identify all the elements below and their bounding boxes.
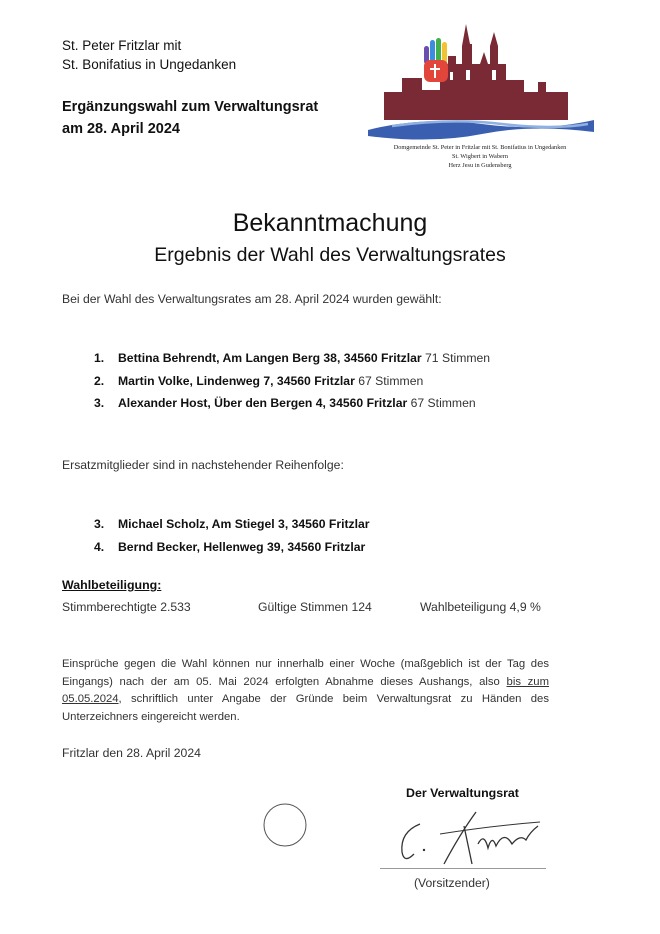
objection-deadline: bis zum 05.05.2024 xyxy=(62,675,550,705)
substitutes-intro: Ersatzmitglieder sind in nachstehender Reihenfolge: xyxy=(62,458,344,472)
parish-name-line1: St. Peter Fritzlar mit xyxy=(62,38,182,53)
cathedral-logo-icon xyxy=(362,20,598,142)
signature-title: Der Verwaltungsrat xyxy=(406,786,519,800)
substitute-item-1 xyxy=(94,515,370,533)
turnout-rate: Wahlbeteiligung 4,9 % xyxy=(420,600,541,614)
objection-text-after: , schriftlich unter Angabe der Gründe beim Verwaltungsrat zu Händen des Unterzeichners eingereicht werden. xyxy=(62,693,549,723)
elected-name: Alexander Host, Über den Bergen 4, 34560 Fritzlar xyxy=(118,396,408,410)
seal-icon xyxy=(262,802,308,848)
place-date: Fritzlar den 28. April 2024 xyxy=(62,746,201,760)
elected-item-3 xyxy=(94,394,476,412)
vote-count: 67 Stimmen xyxy=(358,374,424,388)
vote-count: 67 Stimmen xyxy=(410,396,476,410)
handwritten-signature xyxy=(380,804,550,877)
elected-item-2 xyxy=(94,372,423,390)
list-number: 1. xyxy=(94,351,105,365)
elected-name: Bettina Behrendt, Am Langen Berg 38, 34560 Fritzlar xyxy=(118,351,422,365)
substitute-name: Bernd Becker, Hellenweg 39, 34560 Fritzlar xyxy=(118,540,366,554)
substitute-item-2 xyxy=(94,538,365,556)
signature-icon xyxy=(380,804,550,872)
turnout-heading: Wahlbeteiligung: xyxy=(62,578,162,592)
election-title-line1: Ergänzungswahl zum Verwaltungsrat xyxy=(62,99,319,115)
parish-logo xyxy=(362,20,598,178)
eligible-voters: Stimmberechtigte 2.533 xyxy=(62,600,191,614)
valid-votes: Gültige Stimmen 124 xyxy=(258,600,372,614)
seal-circle xyxy=(262,802,308,853)
signatory-role: (Vorsitzender) xyxy=(414,876,490,890)
elected-item-1 xyxy=(94,349,490,367)
election-title-line2: am 28. April 2024 xyxy=(62,121,180,137)
substitute-name: Michael Scholz, Am Stiegel 3, 34560 Fritzlar xyxy=(118,517,370,531)
vote-count: 71 Stimmen xyxy=(425,351,491,365)
parish-name-line2: St. Bonifatius in Ungedanken xyxy=(62,57,237,72)
intro-text: Bei der Wahl des Verwaltungsrates am 28. April 2024 wurden gewählt: xyxy=(62,292,442,306)
list-number: 3. xyxy=(94,396,105,410)
elected-name: Martin Volke, Lindenweg 7, 34560 Fritzlar xyxy=(118,374,355,388)
logo-caption-line2: St. Wigbert in Wabern xyxy=(451,153,509,160)
announcement-subheading: Ergebnis der Wahl des Verwaltungsrates xyxy=(154,244,506,266)
objection-text-before: Einsprüche gegen die Wahl können nur innerhalb einer Woche (maßgeblich ist der Tag des Eingangs) nach der am 05. Mai 2024 erfolgten Abnahme dieses Aushangs, also xyxy=(62,658,549,688)
objection-notice xyxy=(62,656,549,726)
list-number: 3. xyxy=(94,517,105,531)
logo-caption-line1: Domgemeinde St. Peter in Fritzlar mit St. Bonifatius in Ungedanken xyxy=(393,144,567,151)
announcement-heading: Bekanntmachung xyxy=(232,209,428,237)
logo-caption-line3: Herz Jesu in Gudensberg xyxy=(448,162,512,169)
election-title xyxy=(62,96,318,140)
list-number: 2. xyxy=(94,374,105,388)
list-number: 4. xyxy=(94,540,105,554)
signature-line xyxy=(380,868,546,869)
